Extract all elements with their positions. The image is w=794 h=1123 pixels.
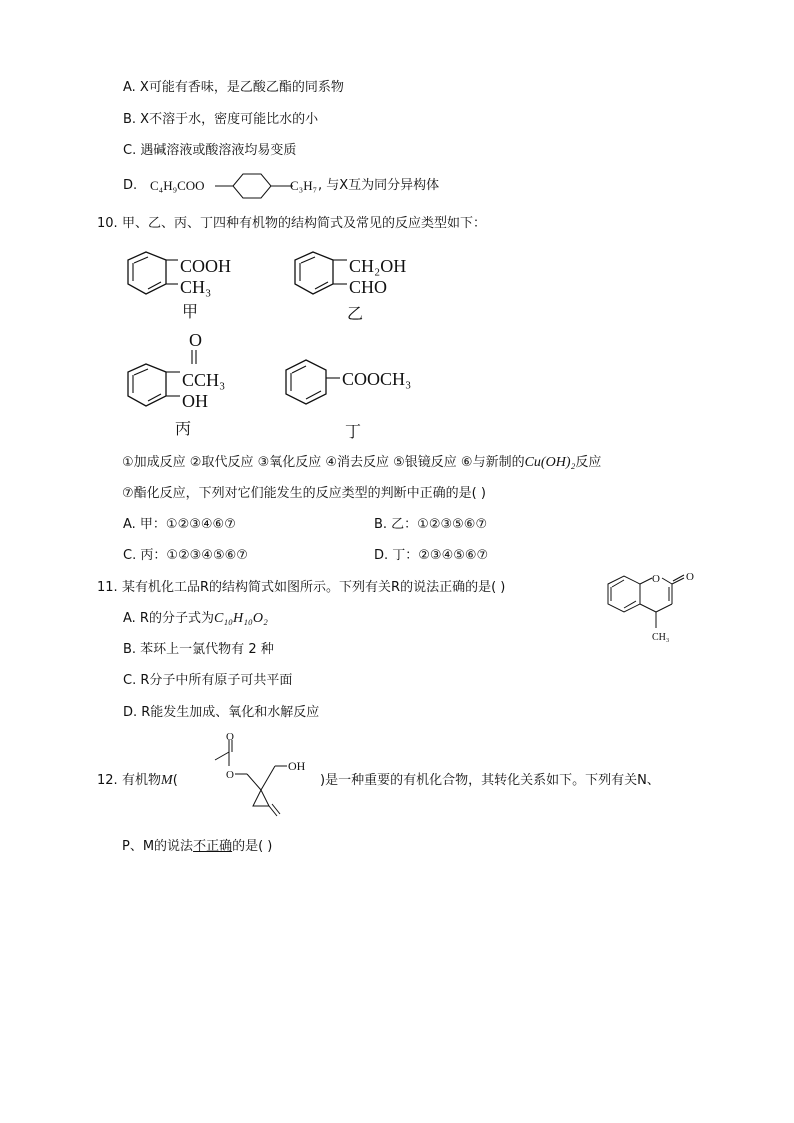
structure-r [600, 566, 710, 648]
m-hydroxyl: OH [288, 759, 306, 773]
q10-reactions-line-1 [122, 454, 601, 472]
q10-number: 10. [97, 216, 118, 231]
yi-group-2: CHO [349, 277, 388, 297]
structure-ding [278, 356, 448, 416]
q10-option-a: A. 甲：①②③④⑥⑦ [123, 517, 236, 532]
q10-reactions-text: ①加成反应 ②取代反应 ③氧化反应 ④消去反应 ⑤银镜反应 ⑥与新制的 [122, 455, 525, 470]
q10-reactions-line-2: ⑦酯化反应，下列对它们能发生的反应类型的判断中正确的是( ) [122, 486, 486, 501]
q11-option-c: C. R分子中所有原子可共平面 [123, 673, 293, 688]
q10-stem: 甲、乙、丙、丁四种有机物的结构简式及常见的反应类型如下： [122, 216, 487, 231]
jia-group-2: CH₃ [180, 277, 212, 297]
yi-group-1: CH₂OH [349, 256, 407, 276]
q9-option-a: A. X可能有香味，是乙酸乙酯的同系物 [123, 80, 344, 95]
q12-m-symbol: M [161, 773, 173, 788]
q10-cu-oh-formula: Cu(OH)₂ [524, 455, 576, 470]
m-carbonyl-oxygen: O [226, 731, 234, 743]
structure-m [205, 732, 320, 822]
structure-bing-label: 丙 [175, 419, 192, 438]
m-ester-oxygen: O [226, 769, 234, 781]
q10-option-c: C. 丙：①②③④⑤⑥⑦ [123, 548, 248, 563]
bing-oxygen: O [189, 330, 202, 350]
q12-not-correct-underlined: 不正确 [193, 839, 233, 854]
q10-option-b: B. 乙：①②③⑤⑥⑦ [374, 517, 488, 532]
bing-group-2: OH [182, 391, 208, 411]
q11-option-b: B. 苯环上一氯代物有 2 种 [123, 642, 274, 657]
structure-jia-label: 甲 [182, 302, 199, 321]
bing-group-1: CCH₃ [182, 370, 226, 390]
q11-stem: 某有机化工品R的结构简式如图所示。下列有关R的说法正确的是( ) [122, 580, 506, 595]
q9-option-c: C. 遇碱溶液或酸溶液均易变质 [123, 143, 297, 158]
q12-number: 12. [97, 773, 118, 788]
q12-line-2-prefix: P、M的说法 [122, 839, 194, 854]
q10-option-d: D. 丁：②③④⑤⑥⑦ [374, 548, 489, 563]
q12-prefix-text: 有机物 [122, 773, 162, 788]
q9-option-d-left-group: C₄H₉COO [150, 178, 205, 193]
q10-reactions-end: 反应 [575, 455, 602, 470]
q11-option-a [123, 610, 268, 628]
q12-line-2-suffix: 的是( ) [232, 839, 273, 854]
q11-number: 11. [97, 580, 118, 595]
q9-option-d-prefix: D. [123, 178, 138, 193]
q12-paren-open: ( [172, 773, 178, 788]
r-methyl: CH₃ [652, 632, 670, 643]
q12-stem-prefix [122, 772, 178, 790]
jia-group-1: COOH [180, 256, 232, 276]
r-carbonyl-oxygen: O [686, 571, 694, 583]
q9-option-d-suffix: , 与X互为同分异构体 [318, 178, 440, 193]
structure-bing [120, 328, 260, 418]
q9-option-b: B. X不溶于水，密度可能比水的小 [123, 112, 319, 127]
q9-option-d [123, 177, 137, 195]
structure-yi-label: 乙 [347, 304, 364, 323]
ding-group-1: COOCH₃ [342, 369, 412, 389]
q11-option-a-formula: C₁₀H₁₀O₂ [213, 611, 268, 626]
q11-option-d: D. R能发生加成、氧化和水解反应 [123, 705, 320, 720]
q11-option-a-prefix: A. R的分子式为 [123, 611, 214, 626]
q12-line-2 [122, 838, 272, 856]
q9-option-d-right-group: C₃H₇ [290, 178, 318, 193]
r-ring-oxygen: O [652, 573, 660, 585]
structure-ding-label: 丁 [345, 422, 362, 441]
cyclohexane-ring-structure [215, 170, 295, 202]
q12-stem-mid: )是一种重要的有机化合物，其转化关系如下。下列有关N、 [320, 773, 660, 788]
